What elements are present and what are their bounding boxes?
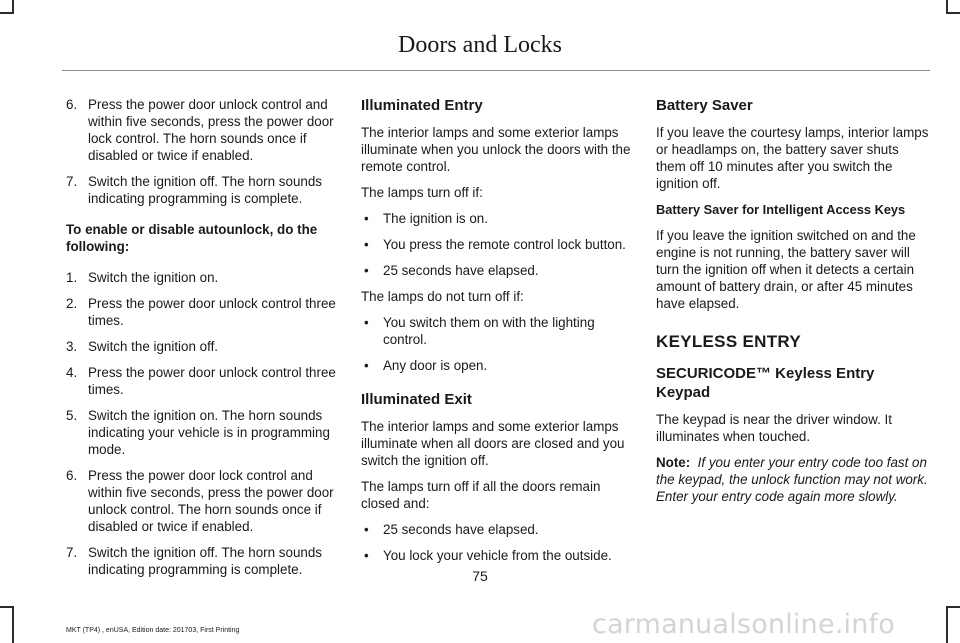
edition-info: MKT (TP4) , enUSA, Edition date: 201703, First Printing: [66, 627, 240, 634]
crop-mark: [946, 0, 948, 12]
list-item: [66, 269, 338, 286]
paragraph: The interior lamps and some exterior lamps illuminate when you unlock the doors with the remote control.: [361, 125, 631, 174]
list-text: Switch the ignition off. The horn sounds indicating programming is complete.: [88, 545, 322, 577]
crop-mark: [946, 606, 948, 643]
list-number: 3.: [66, 339, 78, 354]
list-item: [66, 173, 338, 207]
list-number: 6.: [66, 468, 78, 483]
battery-saver-heading: Battery Saver: [656, 97, 753, 114]
bullet-icon: •: [364, 548, 369, 563]
bullet-item: [361, 314, 633, 348]
list-item: [66, 364, 338, 398]
list-number: 7.: [66, 545, 78, 560]
list-text: Press the power door lock control and within five seconds, press the power door unlock control. The horn sounds once if disabled or twice if enabled.: [88, 468, 334, 534]
paragraph: The lamps do not turn off if:: [361, 289, 524, 304]
crop-mark: [946, 606, 960, 608]
list-text: Switch the ignition on. The horn sounds indicating your vehicle is in programming mode.: [88, 408, 330, 457]
note-label: Note:: [656, 455, 691, 470]
list-item: [66, 96, 338, 164]
page-title: Doors and Locks: [398, 32, 562, 58]
list-number: 5.: [66, 408, 78, 423]
list-item: [66, 338, 338, 355]
list-item: [66, 407, 338, 458]
bullet-item: [361, 236, 633, 253]
watermark: carmanualsonline.info: [592, 609, 895, 640]
column-middle: [361, 96, 633, 573]
bullet-icon: •: [364, 211, 369, 226]
paragraph: The interior lamps and some exterior lamps illuminate when all doors are closed and you switch the ignition off.: [361, 419, 625, 468]
paragraph: The keypad is near the driver window. It illuminates when touched.: [656, 412, 892, 444]
bullet-text: Any door is open.: [383, 358, 488, 373]
crop-mark: [0, 606, 14, 608]
illuminated-entry-heading: Illuminated Entry: [361, 97, 483, 114]
crop-mark: [12, 606, 14, 643]
bullet-icon: •: [364, 263, 369, 278]
bullet-icon: •: [364, 358, 369, 373]
paragraph: The lamps turn off if:: [361, 185, 483, 200]
bullet-text: The ignition is on.: [383, 211, 488, 226]
paragraph: If you leave the ignition switched on and the engine is not running, the battery saver will turn the ignition off when it detects a certain amount of battery drain, or after 45 minutes have elapsed.: [656, 228, 916, 311]
list-item: [66, 295, 338, 329]
bullet-text: 25 seconds have elapsed.: [383, 263, 539, 278]
bullet-text: You press the remote control lock button.: [383, 237, 626, 252]
bullet-item: [361, 547, 633, 564]
header-divider: [62, 70, 930, 71]
list-number: 7.: [66, 174, 78, 189]
list-text: Press the power door unlock control three times.: [88, 296, 336, 328]
keyless-entry-heading: KEYLESS ENTRY: [656, 332, 801, 351]
list-text: Press the power door unlock control three times.: [88, 365, 336, 397]
list-number: 2.: [66, 296, 78, 311]
bullet-item: [361, 210, 633, 227]
note: [656, 454, 930, 505]
bullet-text: You switch them on with the lighting control.: [383, 315, 595, 347]
crop-mark: [12, 0, 14, 12]
list-text: Press the power door unlock control and within five seconds, press the power door lock control. The horn sounds once if disabled or twice if enabled.: [88, 97, 334, 163]
list-number: 6.: [66, 97, 78, 112]
list-text: Switch the ignition off.: [88, 339, 219, 354]
page-number: 75: [472, 568, 488, 584]
keypad-heading: SECURICODE™ Keyless Entry Keypad: [656, 365, 875, 401]
illuminated-exit-heading: Illuminated Exit: [361, 391, 472, 408]
bullet-icon: •: [364, 522, 369, 537]
paragraph: If you leave the courtesy lamps, interior lamps or headlamps on, the battery saver shuts them off 10 minutes after you switch the ignition off.: [656, 125, 929, 191]
bullet-icon: •: [364, 237, 369, 252]
list-number: 4.: [66, 365, 78, 380]
bullet-icon: •: [364, 315, 369, 330]
note-text: If you enter your entry code too fast on the keypad, the unlock function may not work. Enter your entry code again more slowly.: [656, 455, 928, 504]
column-left: [66, 96, 338, 587]
crop-mark: [946, 12, 960, 14]
bullet-item: [361, 262, 633, 279]
bullet-item: [361, 521, 633, 538]
autounlock-heading: To enable or disable autounlock, do the following:: [66, 222, 318, 254]
bullet-item: [361, 357, 633, 374]
paragraph: The lamps turn off if all the doors remain closed and:: [361, 479, 601, 511]
bullet-text: You lock your vehicle from the outside.: [383, 548, 612, 563]
crop-mark: [0, 12, 14, 14]
battery-saver-iak-heading: Battery Saver for Intelligent Access Keys: [656, 202, 906, 217]
bullet-text: 25 seconds have elapsed.: [383, 522, 539, 537]
list-text: Switch the ignition on.: [88, 270, 219, 285]
column-right: [656, 96, 930, 514]
list-item: [66, 467, 338, 535]
list-number: 1.: [66, 270, 78, 285]
list-text: Switch the ignition off. The horn sounds indicating programming is complete.: [88, 174, 322, 206]
